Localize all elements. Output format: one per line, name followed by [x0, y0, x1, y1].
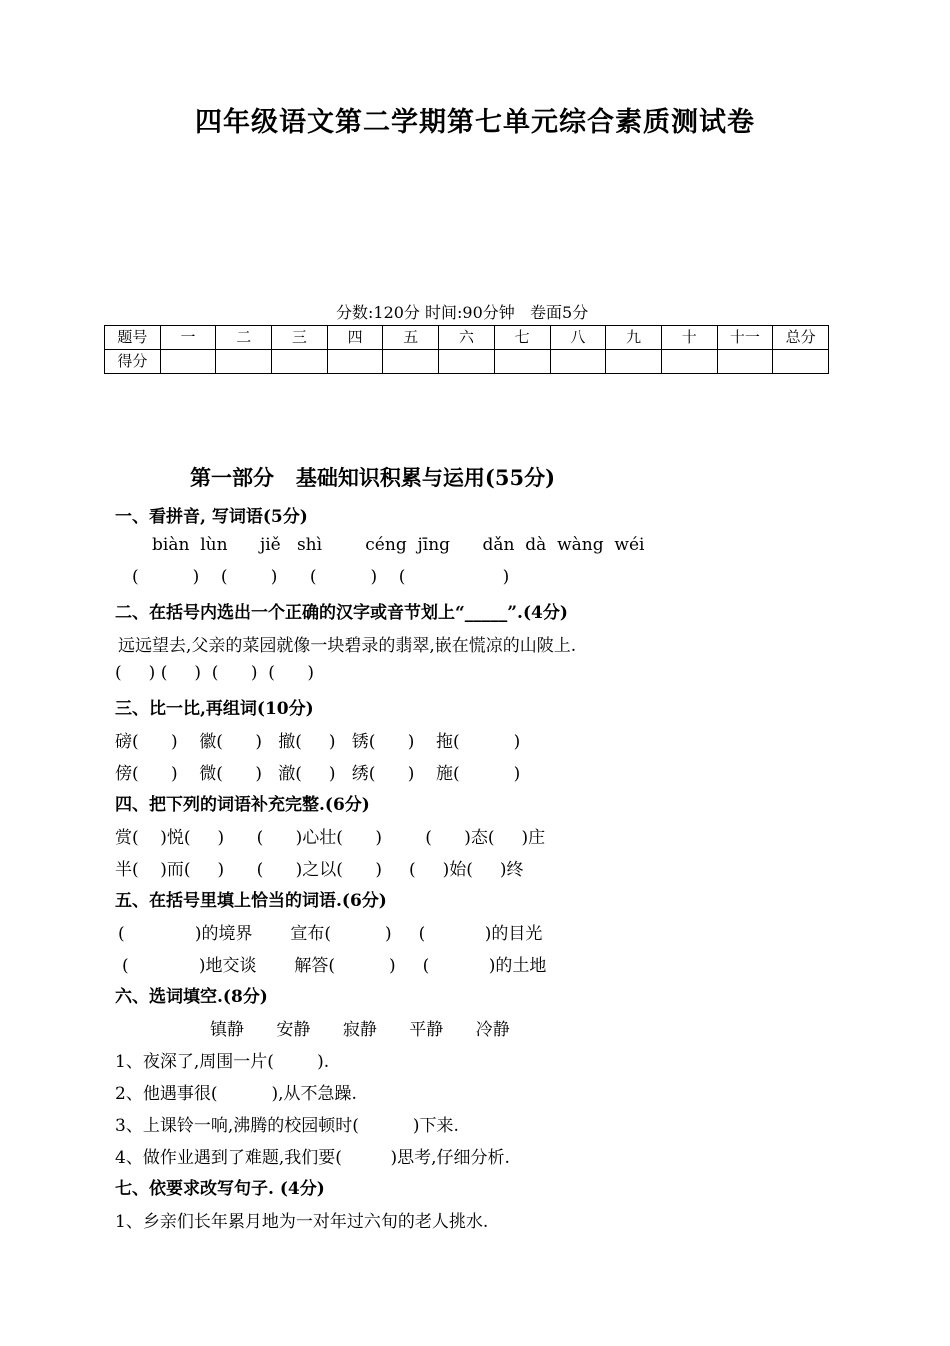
score-table-cell: 总分	[773, 326, 829, 350]
score-table	[104, 325, 829, 374]
score-table-cell: 四	[327, 326, 383, 350]
q2-sentence: 远远望去,父亲的菜园就像一块碧录的翡翠,嵌在慌凉的山陂上.	[118, 636, 577, 656]
q4-heading: 四、把下列的词语补充完整.(6分)	[115, 795, 370, 815]
score-entry-cell[interactable]	[606, 350, 662, 374]
q4-row-1[interactable]: 赏( )悦( ) ( )心壮( ) ( )态( )庄	[115, 828, 546, 848]
q3-row-1[interactable]: 磅( ) 徽( ) 撤( ) 锈( ) 拖( )	[115, 732, 521, 752]
q3-heading: 三、比一比,再组词(10分)	[115, 699, 314, 719]
q5-row-1[interactable]: ( )的境界 宣布( ) ( )的目光	[118, 924, 543, 944]
score-table-cell: 十	[661, 326, 717, 350]
score-entry-cell[interactable]	[661, 350, 717, 374]
q6-item-1[interactable]: 1、夜深了,周围一片( ).	[115, 1052, 330, 1072]
exam-title: 四年级语文第二学期第七单元综合素质测试卷	[195, 107, 755, 138]
q6-item-4[interactable]: 4、做作业遇到了难题,我们要( )思考,仔细分析.	[115, 1148, 510, 1168]
score-entry-cell[interactable]	[272, 350, 328, 374]
q1-blanks[interactable]: ( ) ( ) ( ) ( )	[132, 567, 510, 587]
score-table-cell: 九	[606, 326, 662, 350]
score-entry-cell[interactable]	[717, 350, 773, 374]
score-table-cell: 题号	[105, 326, 161, 350]
score-table-score-row	[105, 350, 829, 374]
q7-item-1: 1、乡亲们长年累月地为一对年过六旬的老人挑水.	[115, 1212, 489, 1232]
score-row-label: 得分	[105, 350, 161, 374]
q6-item-3[interactable]: 3、上课铃一响,沸腾的校园顿时( )下来.	[115, 1116, 459, 1136]
q6-word-bank: 镇静 安静 寂静 平静 冷静	[210, 1020, 510, 1040]
q7-heading: 七、依要求改写句子. (4分)	[115, 1179, 325, 1199]
score-table-cell: 八	[550, 326, 606, 350]
score-table-cell: 十一	[717, 326, 773, 350]
score-table-cell: 六	[439, 326, 495, 350]
q5-row-2[interactable]: ( )地交谈 解答( ) ( )的土地	[122, 956, 547, 976]
q5-heading: 五、在括号里填上恰当的词语.(6分)	[115, 891, 387, 911]
score-table-cell: 一	[160, 326, 216, 350]
q3-row-2[interactable]: 傍( ) 微( ) 澈( ) 绣( ) 施( )	[115, 764, 521, 784]
score-entry-cell[interactable]	[383, 350, 439, 374]
score-table-cell: 七	[494, 326, 550, 350]
q1-pinyin: biàn lùn jiě shì céng jīng dǎn dà wàng wéi	[152, 535, 645, 555]
score-entry-cell[interactable]	[216, 350, 272, 374]
q2-blanks[interactable]: ( ) ( ) ( ) ( )	[115, 663, 314, 683]
score-entry-cell[interactable]	[439, 350, 495, 374]
score-table-cell: 五	[383, 326, 439, 350]
part1-title: 第一部分 基础知识积累与运用(55分)	[190, 465, 556, 490]
score-entry-cell[interactable]	[494, 350, 550, 374]
score-entry-cell[interactable]	[160, 350, 216, 374]
q1-heading: 一、看拼音, 写词语(5分)	[115, 507, 308, 527]
score-table-cell: 二	[216, 326, 272, 350]
q6-heading: 六、选词填空.(8分)	[115, 987, 268, 1007]
score-entry-cell[interactable]	[550, 350, 606, 374]
exam-meta: 分数:120分 时间:90分钟 卷面5分	[336, 303, 589, 322]
score-table-cell: 三	[272, 326, 328, 350]
q4-row-2[interactable]: 半( )而( ) ( )之以( ) ( )始( )终	[115, 860, 524, 880]
score-entry-cell[interactable]	[773, 350, 829, 374]
q2-heading: 二、在括号内选出一个正确的汉字或音节划上“_____”.(4分)	[115, 603, 568, 623]
score-table-header-row	[105, 326, 829, 350]
score-entry-cell[interactable]	[327, 350, 383, 374]
q6-item-2[interactable]: 2、他遇事很( ),从不急躁.	[115, 1084, 357, 1104]
